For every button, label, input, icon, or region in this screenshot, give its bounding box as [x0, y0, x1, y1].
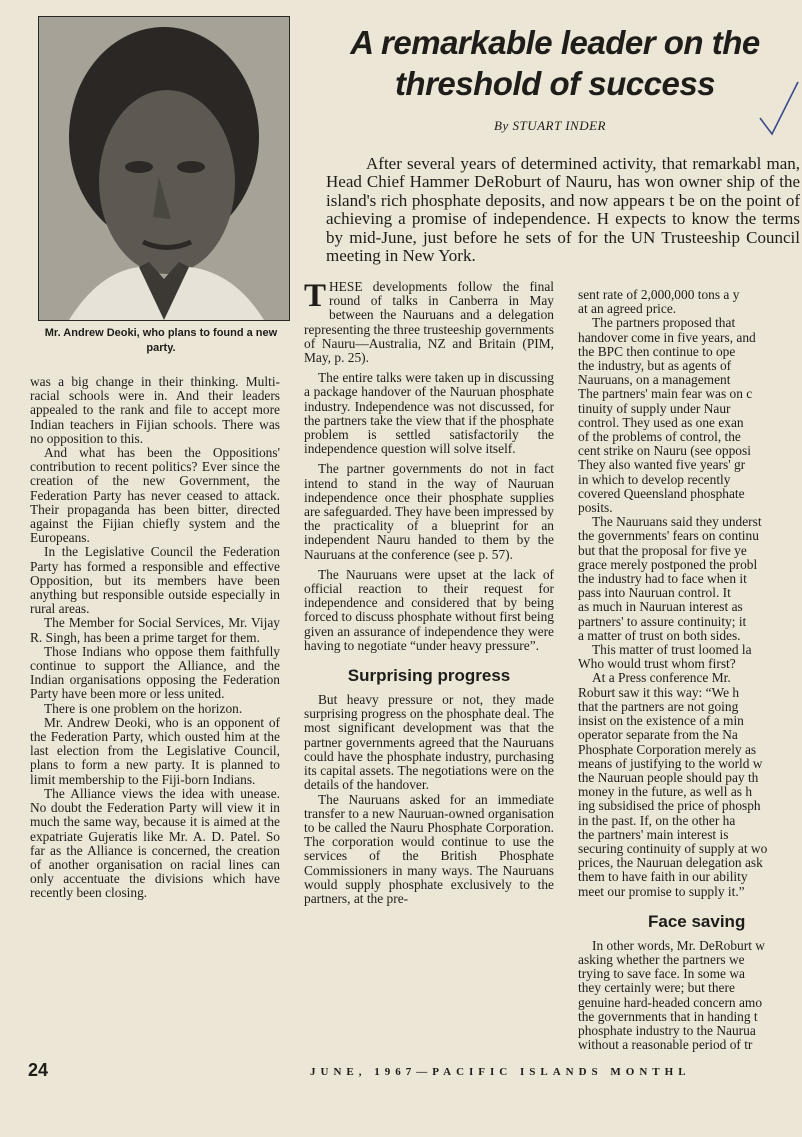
paragraph: In the Legislative Council the Federation Party has formed a responsible and effective Opposition, but its members have been anything but responsible outside especially in rural areas. [30, 544, 280, 617]
text-line: Who would trust whom first? [578, 656, 736, 672]
text-line: asking whether the partners we [578, 951, 745, 967]
portrait-photo [38, 16, 290, 321]
text-line: trying to save face. In some wa [578, 966, 745, 982]
text-line: The partners proposed that [592, 315, 736, 331]
text-line: sent rate of 2,000,000 tons a y [578, 287, 740, 302]
text-line: prices, the Nauruan delegation ask [578, 855, 763, 871]
paragraph: was a big change in their thinking. Multi-racial schools were in. And their leaders appealed to the rank and file to accept more Indian teachers in Fijian schools. There was no opposition to this. [30, 374, 280, 446]
paragraph: The Nauruans were upset at the lack of official reaction to their request for independence and considered that by being forced to discuss phosphate without first being given an assurance of independence they were having to negotiate “under heavy pressure”. [304, 566, 554, 653]
text-line: the governments' fears on continu [578, 528, 759, 544]
text-line: covered Queensland phosphate [578, 485, 745, 501]
text-line: the industry, but as agents of [578, 358, 732, 374]
text-line: a matter of trust on both sides. [578, 627, 741, 643]
column-1 [30, 375, 280, 995]
text-line: control. They used as one exan [578, 414, 744, 430]
paragraph: The partner governments do not in fact intend to stand in the way of Nauruan independence once their phosphate supplies are safeguarded. They have been impressed by the practicality of a blueprint for an independent Nauru handed to them by the Nauruans at the conference (see p. 57). [304, 461, 554, 562]
text-line: Phosphate Corporation merely as [578, 741, 757, 757]
text-line: In other words, Mr. DeRoburt w [592, 937, 765, 953]
handwritten-check-mark [752, 78, 802, 138]
text-line: they certainly were; but there [578, 980, 735, 996]
paragraph [304, 280, 554, 365]
text-line: insist on the existence of a min [578, 713, 744, 729]
text-line: in which to develop recently [578, 471, 731, 487]
text-line: partners' to assure continuity; it [578, 613, 747, 629]
title-line-2: threshold of success [394, 65, 716, 102]
text-line: means of justifying to the world w [578, 755, 763, 771]
text-line: the Nauruan people should pay th [578, 769, 759, 785]
text-line: operator separate from the Na [578, 727, 738, 743]
paragraph: Mr. Andrew Deoki, who is an opponent of the Federation Party, which ousted him at the last election from the Legislative Council, plans to form a new party. It is planned to limit membership to the Fiji-born Indians. [30, 714, 280, 787]
text-line: in the past. If, on the other ha [578, 812, 736, 828]
paragraph [578, 671, 801, 898]
text-line: ing subsidised the price of phosph [578, 798, 761, 814]
paragraph: And what has been the Oppositions' contribution to recent politics? Ever since the creation of the new Government, the Federation Party has never ceased to attack. Their propaganda has been bitter, directed against the Fijian chiefly system and the Europeans. [30, 445, 280, 546]
text-line: genuine hard-headed concern amo [578, 994, 763, 1010]
text-line: pass into Nauruan control. It [578, 585, 731, 601]
text-line: the governments that in handing t [578, 1008, 758, 1024]
column-3 [578, 287, 801, 1053]
text-line: the industry had to face when it [578, 571, 747, 587]
paragraph-text: HESE developments follow the final round of talks in Canberra in May between the Nauruans and a delegation representing the three trusteeship governments of Nauru—Australia, NZ and Britain (PIM, May, p. 25). [304, 279, 554, 366]
article-title [310, 22, 800, 104]
column-2 [304, 280, 554, 1005]
drop-cap: T [304, 278, 327, 314]
running-footer: JUNE, 1967—PACIFIC ISLANDS MONTHL [310, 1066, 691, 1078]
paragraph [578, 939, 801, 1053]
text-line: meet our promise to supply it.” [578, 883, 745, 899]
paragraph [578, 316, 801, 515]
text-line: without a reasonable period of tr [578, 1037, 753, 1053]
paragraph [578, 643, 801, 671]
paragraph [578, 288, 801, 316]
text-line: at an agreed price. [578, 301, 677, 317]
paragraph: But heavy pressure or not, they made surprising progress on the phosphate deal. The most significant development was that the partner governments agreed that the Nauruans could have the phosphate industry, purchasing its capital assets. The negotiations were on the details of the handover. [304, 692, 554, 793]
text-line: but that the proposal for five ye [578, 542, 747, 558]
paragraph: The entire talks were taken up in discussing a package handover of the Nauruan phosphate industry. Independence was not discussed, for the partners take the view that if the phosphate problem is settled satisfactorily the independence question will solve itself. [304, 370, 554, 457]
subheading: Surprising progress [347, 666, 511, 686]
text-line: Roburt saw it this way: “We h [578, 684, 740, 700]
text-line: securing continuity of supply at wo [578, 840, 768, 856]
text-line: tinuity of supply under Naur [578, 400, 731, 416]
text-line: The partners' main fear was on c [578, 386, 753, 402]
portrait-image [39, 17, 289, 320]
text-line: posits. [578, 500, 613, 516]
text-line: The Nauruans said they underst [592, 514, 762, 530]
text-line: At a Press conference Mr. [592, 670, 731, 686]
text-line: the partners' main interest is [578, 826, 729, 842]
text-line: They also wanted five years' gr [578, 457, 746, 473]
text-line: phosphate industry to the Naurua [578, 1022, 756, 1038]
text-line: handover come in five years, and [578, 329, 756, 345]
paragraph: The Alliance views the idea with unease. No doubt the Federation Party will view it in much the same way, because it is aimed at the expatriate Gujeratis like Mr. A. D. Patel. So far as the Alliance is concerned, the creation of another organisation on racial lines can only accentuate the divisions which have recently been closing. [30, 785, 280, 901]
text-line: grace merely postponed the probl [578, 556, 758, 572]
subheading: Face saving [648, 911, 746, 931]
byline: By STUART INDER [494, 118, 606, 133]
paragraph [578, 515, 801, 643]
text-line: the BPC then continue to ope [578, 343, 736, 359]
text-line: them to have faith in our ability [578, 869, 748, 885]
title-line-1: A remarkable leader on the [350, 24, 760, 61]
text-line: as much in Nauruan interest as [578, 599, 743, 615]
paragraph: Those Indians who oppose them faithfully continue to support the Alliance, and the Indian organisations opposing the Federation Party have been more or less united. [30, 643, 280, 702]
page-number: 24 [28, 1060, 49, 1080]
photo-caption: Mr. Andrew Deoki, who plans to found a new party. [44, 327, 278, 354]
text-line: cent strike on Nauru (see opposi [578, 443, 751, 459]
paragraph: The Member for Social Services, Mr. Vijay R. Singh, has been a prime target for them. [30, 615, 280, 645]
text-line: of the problems of control, the [578, 429, 741, 445]
paragraph: The Nauruans asked for an immediate transfer to a new Nauruan-owned organisation to be called the Nauru Phosphate Corporation. The corporation would continue to use the services of the British Phosphate Commissioners in many ways. The Nauruans would supply phosphate exclusively to the partners, at the pre- [304, 791, 554, 906]
text-line: that the partners are not going [578, 698, 739, 714]
text-line: Nauruans, on a management [578, 372, 731, 388]
text-line: money in the future, as well as h [578, 784, 753, 800]
text-line: This matter of trust loomed la [592, 642, 752, 658]
article-intro: After several years of determined activity, that remarkabl man, Head Chief Hammer DeRoburt of Nauru, has won owner ship of the island's rich phosphate deposits, and now appears t be on the point of achieving a promise of independence. H expects to know the terms by mid-June, just before he sets of for the UN Trusteeship Council meeting in New York. [326, 154, 800, 266]
paragraph: There is one problem on the horizon. [44, 700, 243, 716]
